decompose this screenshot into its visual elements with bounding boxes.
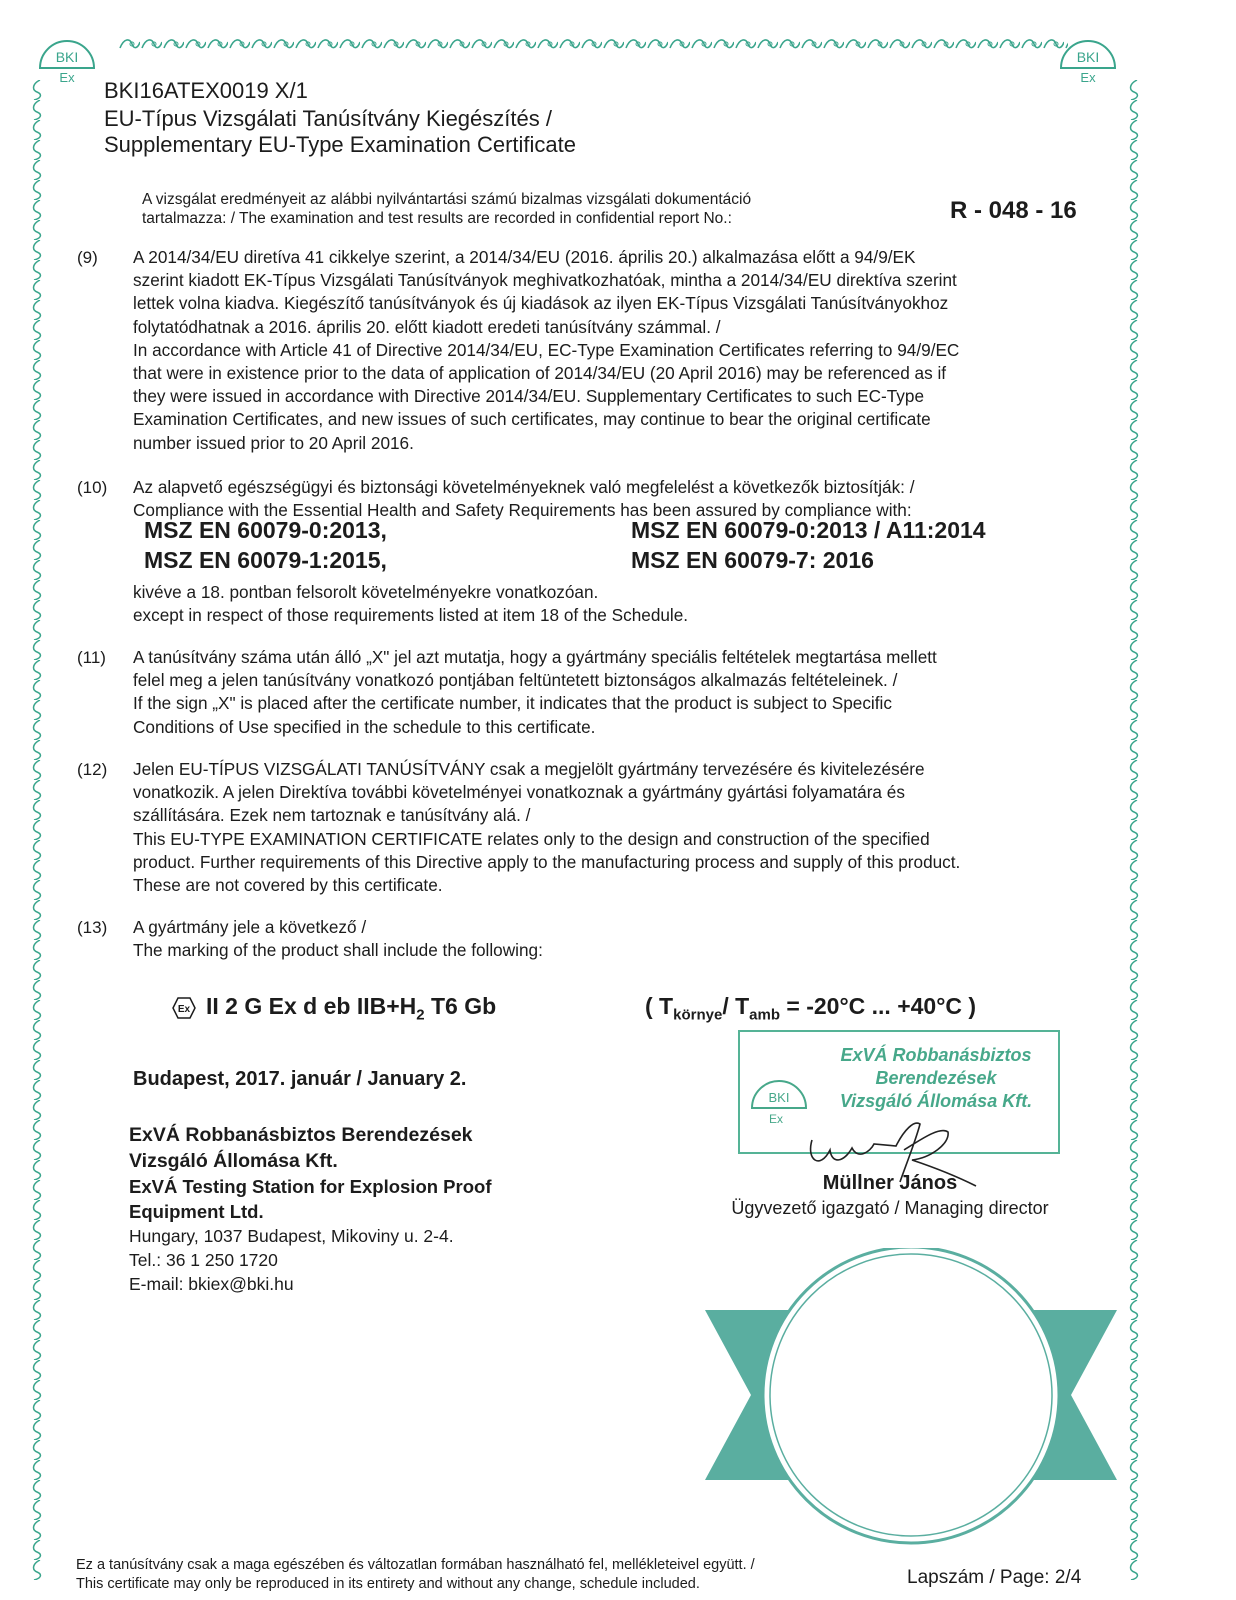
svg-text:BKI: BKI <box>768 1090 790 1105</box>
item-11-line: felel meg a jelen tanúsítvány vonatkozó pontjában feltüntetett biztonságos alkalmazás feltételeinek. / <box>133 670 898 691</box>
ornamental-border-right <box>1127 80 1141 1580</box>
footer-notice <box>76 1556 755 1594</box>
bki-logo-icon <box>1055 28 1121 72</box>
company-block <box>129 1122 491 1296</box>
certificate-title <box>104 106 576 158</box>
bki-logo-icon <box>34 28 100 72</box>
item-number-10: (10) <box>77 478 108 497</box>
standard-4: MSZ EN 60079-7: 2016 <box>631 547 874 573</box>
item-12-line: Jelen EU-TÍPUS VIZSGÁLATI TANÚSÍTVÁNY csak a megjelölt gyártmány tervezésére és kivitelezésére <box>133 759 925 779</box>
item-12-text <box>133 758 1108 897</box>
standard-3: MSZ EN 60079-1:2015, <box>144 547 387 573</box>
item-9-line: Examination Certificates, and new issues of such certificates, may continue to bear the original certificate <box>133 409 931 430</box>
item-13-text <box>133 916 1108 962</box>
item-13-line: A gyártmány jele a következő / <box>133 917 367 937</box>
item-10-exceptions <box>133 581 1108 627</box>
stamp-text <box>820 1044 1052 1113</box>
bki-logo-icon <box>746 1072 812 1112</box>
item-12-line: These are not covered by this certificate. <box>133 875 443 896</box>
company-phone: Tel.: 36 1 250 1720 <box>129 1250 278 1270</box>
item-10-line: except in respect of those requirements listed at item 18 of the Schedule. <box>133 605 689 626</box>
certificate-number: BKI16ATEX0019 X/1 <box>104 78 308 103</box>
standard-2: MSZ EN 60079-0:2013 / A11:2014 <box>631 517 986 543</box>
item-11-line: A tanúsítvány száma után álló „X" jel azt mutatja, hogy a gyártmány speciális feltételek megtartása mellett <box>133 647 937 667</box>
title-en: Supplementary EU-Type Examination Certificate <box>104 132 576 157</box>
item-10-line: Compliance with the Essential Health and Safety Requirements has been assured by compliance with: <box>133 500 912 521</box>
company-name-hu-1: ExVÁ Robbanásbiztos Berendezések <box>129 1124 473 1146</box>
bki-logo-right <box>1055 28 1121 88</box>
report-line-2: tartalmazza: / The examination and test results are recorded in confidential report No.: <box>142 210 732 227</box>
svg-text:Ex: Ex <box>177 1004 191 1016</box>
item-9-text <box>133 246 1108 455</box>
stamp-logo-ex: Ex <box>768 1112 783 1126</box>
item-11-line: If the sign „X" is placed after the certificate number, it indicates that the product is subject to Specific <box>133 693 892 714</box>
bki-logo-left <box>34 28 100 88</box>
company-email: E-mail: bkiex@bki.hu <box>129 1274 294 1294</box>
svg-text:BKI: BKI <box>55 49 79 65</box>
marking-code: II 2 G Ex d eb $IIB+H_2$ T6 Gb <box>206 993 497 1024</box>
title-hu: EU-Típus Vizsgálati Tanúsítvány Kiegészítés / <box>104 106 552 131</box>
item-9-line: In accordance with Article 41 of Directive 2014/34/EU, EC-Type Examination Certificates referring to 94/9/EC <box>133 339 960 360</box>
item-9-line: folytatódhatnak a 2016. április 20. előtt kiadott eredeti tanúsítvány számmal. / <box>133 316 721 337</box>
temperature-range: ( $T_{környe}/$ $T_{amb} = -20^\circ C$ ... +40°C ) <box>645 993 977 1024</box>
logo-ex-label: Ex <box>59 70 75 85</box>
item-12-line: This EU-TYPE EXAMINATION CERTIFICATE relates only to the design and construction of the specified <box>133 828 930 849</box>
company-name-hu-2: Vizsgáló Állomása Kft. <box>129 1150 338 1172</box>
item-number-12: (12) <box>77 760 108 779</box>
ornamental-border-top <box>118 36 1068 52</box>
item-11-line: Conditions of Use specified in the schedule to this certificate. <box>133 716 596 737</box>
ex-hexagon-icon <box>172 997 196 1019</box>
report-number: R - 048 - 16 <box>950 197 1077 224</box>
ornamental-border-left <box>30 80 44 1580</box>
item-9-line: number issued prior to 20 April 2016. <box>133 432 414 453</box>
item-10-line: Az alapvető egészségügyi és biztonsági követelményeknek való megfelelést a következők biztosítják: / <box>133 477 915 497</box>
item-9-line: lettek volna kiadva. Kiegészítő tanúsítványok és új kiadások az ilyen EK-Típus Vizsgálati Tanúsítványokhoz <box>133 293 949 314</box>
logo-ex-label: Ex <box>1080 70 1096 85</box>
report-line-1: A vizsgálat eredményeit az alábbi nyilvántartási számú bizalmas vizsgálati dokumentáció <box>142 191 752 208</box>
stamp-line: Berendezések <box>875 1068 997 1088</box>
item-10-text <box>133 476 1108 522</box>
page-number: Lapszám / Page: 2/4 <box>907 1567 1082 1588</box>
item-number-13: (13) <box>77 918 108 937</box>
item-11-text <box>133 646 1108 739</box>
item-number-11: (11) <box>77 648 106 667</box>
footer-line-2: This certificate may only be reproduced in its entirety and without any change, schedule included. <box>76 1576 700 1592</box>
certificate-seal <box>705 1248 1117 1558</box>
signer-title: Ügyvezető igazgató / Managing director <box>731 1198 1049 1218</box>
stamp-line: Vizsgáló Állomása Kft. <box>839 1091 1033 1111</box>
company-address: Hungary, 1037 Budapest, Mikoviny u. 2-4. <box>129 1226 454 1246</box>
item-9-line: that were in existence prior to the data of application of 2014/34/EU (20 April 2016) may be referenced as if <box>133 363 947 384</box>
item-number-9: (9) <box>77 248 98 267</box>
item-9-line: A 2014/34/EU diretíva 41 cikkelye szerint, a 2014/34/EU (2016. április 20.) alkalmazása előtt a 94/9/EK <box>133 247 916 267</box>
company-name-en-2: Equipment Ltd. <box>129 1201 264 1222</box>
svg-text:BKI: BKI <box>1076 49 1100 65</box>
product-marking <box>172 993 496 1024</box>
footer-line-1: Ez a tanúsítvány csak a maga egészében és változatlan formában használható fel, mellékleteivel együtt. / <box>76 1557 755 1573</box>
company-name-en-1: ExVÁ Testing Station for Explosion Proof <box>129 1176 492 1197</box>
signer-name: Müllner János <box>822 1172 958 1194</box>
item-13-line: The marking of the product shall include the following: <box>133 940 543 961</box>
item-10-line: kivéve a 18. pontban felsorolt követelményekre vonatkozóan. <box>133 582 599 602</box>
item-12-line: vonatkozik. A jelen Direktíva további követelményei vonatkoznak a gyártmány gyártási folyamatára és <box>133 782 905 803</box>
standard-1: MSZ EN 60079-0:2013, <box>144 517 387 543</box>
stamp-line: ExVÁ Robbanásbiztos <box>840 1045 1032 1065</box>
item-9-line: they were issued in accordance with Directive 2014/34/EU. Supplementary Certificates to such EC-Type <box>133 386 925 407</box>
item-12-line: szállítására. Ezek nem tartoznak e tanúsítvány alá. / <box>133 805 531 826</box>
item-12-line: product. Further requirements of this Directive apply to the manufacturing process and supply of this product. <box>133 851 961 872</box>
item-9-line: szerint kiadott EK-Típus Vizsgálati Tanúsítványok meghivatkozhatóak, mintha a 2014/34/EU direktíva szerint <box>133 270 957 291</box>
place-date: Budapest, 2017. január / January 2. <box>133 1068 467 1090</box>
report-text <box>142 190 751 228</box>
